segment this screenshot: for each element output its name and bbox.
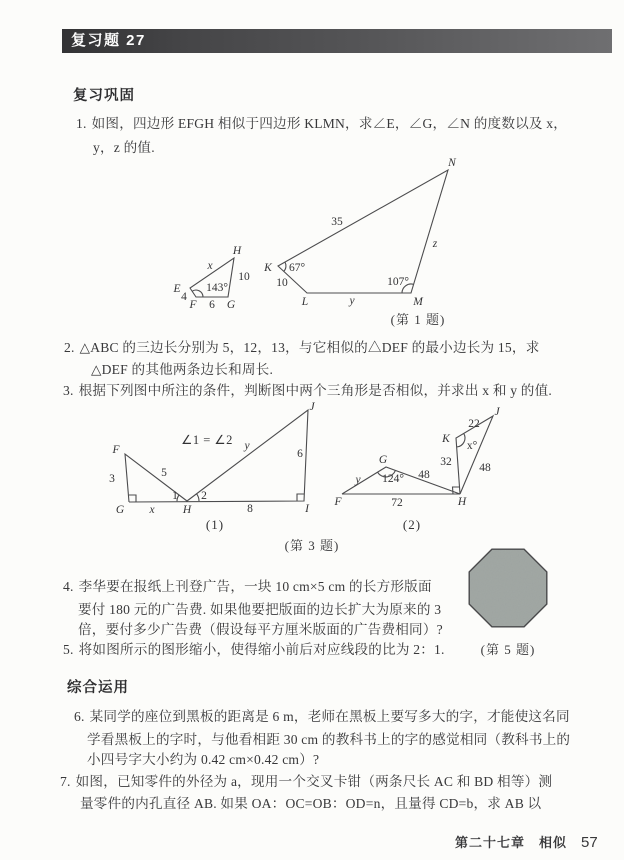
section-heading-comprehensive: 综合运用 bbox=[67, 680, 129, 696]
vertex-label-E: E bbox=[173, 283, 181, 295]
problem-4-line-1 bbox=[63, 575, 432, 595]
problem-5-text: 将如图所示的图形缩小，使得缩小前后对应线段的比为 2：1. bbox=[78, 642, 445, 657]
vertex-label-K2: K bbox=[442, 433, 450, 445]
side-label-GH: x bbox=[149, 504, 155, 516]
problem-3-number: 3. bbox=[63, 383, 74, 398]
problem-6-number: 6. bbox=[74, 709, 85, 724]
side-label-FG: 6 bbox=[209, 299, 215, 311]
side-label-FH: 5 bbox=[161, 467, 167, 479]
quadrilateral-klmn bbox=[263, 157, 457, 308]
angle-label-G2: 124° bbox=[382, 473, 404, 485]
problem-3-text: 根据下列图中所注的条件，判断图中两个三角形是否相似，并求出 x 和 y 的值. bbox=[78, 383, 552, 398]
side-label-EH: x bbox=[207, 260, 213, 272]
problem-6-line-1 bbox=[74, 705, 570, 725]
problem-7-text: 如图，已知零件的外径为 a，现用一个交叉卡钳（两条尺长 AC 和 BD 相等）测 bbox=[75, 774, 553, 789]
sub2-caption: (2) bbox=[402, 517, 422, 532]
vertex-label-F2: F bbox=[334, 496, 342, 508]
figure-problem-5-octagon bbox=[462, 542, 557, 637]
footer-page-number: 57 bbox=[581, 834, 598, 851]
side-label-IJ: 6 bbox=[297, 448, 303, 460]
section-heading-review: 复习巩固 bbox=[73, 88, 135, 104]
problem-4-text: 李华要在报纸上刊登广告，一块 10 cm×5 cm 的长方形版面 bbox=[78, 579, 432, 594]
problem-2-line-2: △DEF 的其他两条边长和周长. bbox=[91, 362, 274, 377]
angle-label-2: 2 bbox=[201, 490, 207, 502]
problem-1-line-2: y，z 的值. bbox=[93, 140, 155, 155]
figure-problem-1 bbox=[140, 150, 470, 322]
problem-7-number: 7. bbox=[60, 774, 71, 789]
problem-6-line-2: 学看黑板上的字时，与他看相距 30 cm 的教科书上的字的感觉相同（教科书上的 bbox=[87, 732, 571, 747]
octagon-texture bbox=[462, 542, 557, 637]
vertex-label-G: G bbox=[226, 299, 236, 311]
side-label-KN: 35 bbox=[331, 216, 343, 228]
problem-7-line-2: 量零件的内孔直径 AB. 如果 OA：OC=OB：OD=n，且量得 CD=b，求 AB 以 bbox=[80, 796, 542, 811]
right-angle-mark-G bbox=[129, 495, 136, 502]
side-label-LM: y bbox=[349, 295, 355, 307]
problem-1-number: 1. bbox=[76, 116, 87, 131]
angle-label-1: 1 bbox=[172, 490, 178, 502]
problem-2-text: △ABC 的三边长分别为 5，12，13，与它相似的△DEF 的最小边长为 15，求 bbox=[79, 340, 540, 355]
side-label-JH2: 48 bbox=[479, 462, 491, 474]
side-label-EF: 4 bbox=[181, 291, 187, 303]
vertex-label-J2: J bbox=[494, 406, 500, 418]
problem-5-number: 5. bbox=[63, 642, 74, 657]
problem-7-line-1 bbox=[60, 770, 552, 790]
vertex-label-H2: H bbox=[457, 496, 467, 508]
chapter-band-title: 复习题 27 bbox=[71, 32, 146, 49]
sub1-caption: (1) bbox=[205, 517, 225, 532]
side-label-FG2: y bbox=[355, 474, 361, 486]
problem-2-line-1 bbox=[64, 336, 540, 356]
angle-label-F: 143° bbox=[206, 282, 228, 294]
problem-4-number: 4. bbox=[63, 579, 74, 594]
problem-3-line-1 bbox=[63, 379, 552, 399]
vertex-label-M: M bbox=[413, 296, 423, 308]
side-label-FG: 3 bbox=[109, 473, 115, 485]
problem-1-line-1 bbox=[76, 112, 567, 132]
chapter-band bbox=[62, 29, 612, 53]
angle-label-K: 67° bbox=[288, 262, 306, 274]
figure-problem-3 bbox=[100, 400, 520, 535]
figure-3-caption: (第 3 题) bbox=[284, 538, 340, 553]
vertex-label-K: K bbox=[264, 262, 272, 274]
angle-arc-K bbox=[284, 262, 286, 271]
problem-6-text: 某同学的座位到黑板的距离是 6 m，老师在黑板上要写多大的字，才能使这名同 bbox=[89, 709, 570, 724]
figure-5-caption: (第 5 题) bbox=[480, 642, 536, 657]
side-label-FH2: 72 bbox=[391, 497, 403, 509]
angle-arc-2 bbox=[197, 494, 199, 501]
quadrilateral-efgh bbox=[172, 245, 250, 311]
problem-4-line-3: 倍，要付多少广告费（假设每平方厘米版面的广告费相同）? bbox=[78, 622, 443, 637]
footer-chapter-title: 第二十七章 相似 bbox=[455, 835, 568, 850]
figure-3-sub1 bbox=[109, 401, 315, 532]
side-label-KL: 10 bbox=[276, 277, 288, 289]
vertex-label-N: N bbox=[448, 157, 456, 169]
angle-label-M: 107° bbox=[387, 276, 409, 288]
side-label-NM: z bbox=[432, 238, 438, 250]
figure-1-caption: (第 1 题) bbox=[390, 312, 446, 327]
vertex-label-F: F bbox=[112, 444, 120, 456]
vertex-label-J: J bbox=[309, 401, 315, 413]
side-label-HI: 8 bbox=[247, 503, 253, 515]
vertex-label-G2: G bbox=[378, 454, 388, 466]
condition-text: ∠1 = ∠2 bbox=[181, 433, 233, 447]
vertex-label-I: I bbox=[305, 503, 309, 515]
side-label-HJ: y bbox=[244, 440, 250, 452]
problem-2-number: 2. bbox=[64, 340, 75, 355]
vertex-label-L: L bbox=[301, 296, 309, 308]
side-label-GH2: 48 bbox=[418, 469, 430, 481]
right-angle-mark-I bbox=[297, 494, 304, 501]
figure-3-sub2 bbox=[333, 406, 500, 532]
page-footer bbox=[455, 832, 598, 851]
vertex-label-H: H bbox=[232, 245, 242, 257]
problem-5-line-1 bbox=[63, 638, 445, 658]
side-label-KJ2: 22 bbox=[468, 418, 480, 430]
problem-6-line-3: 小四号字大小约为 0.42 cm×0.42 cm）? bbox=[87, 752, 320, 767]
vertex-label-H: H bbox=[182, 504, 192, 516]
problem-1-text: 如图，四边形 EFGH 相似于四边形 KLMN，求∠E，∠G，∠N 的度数以及 x， bbox=[91, 116, 568, 131]
vertex-label-F: F bbox=[189, 299, 197, 311]
side-label-GH: 10 bbox=[238, 271, 250, 283]
angle-label-K2: x° bbox=[466, 440, 478, 452]
problem-4-line-2: 要付 180 元的广告费. 如果他要把版面的边长扩大为原来的 3 bbox=[78, 602, 442, 617]
side-label-HK2: 32 bbox=[440, 456, 452, 468]
vertex-label-G: G bbox=[115, 504, 125, 516]
